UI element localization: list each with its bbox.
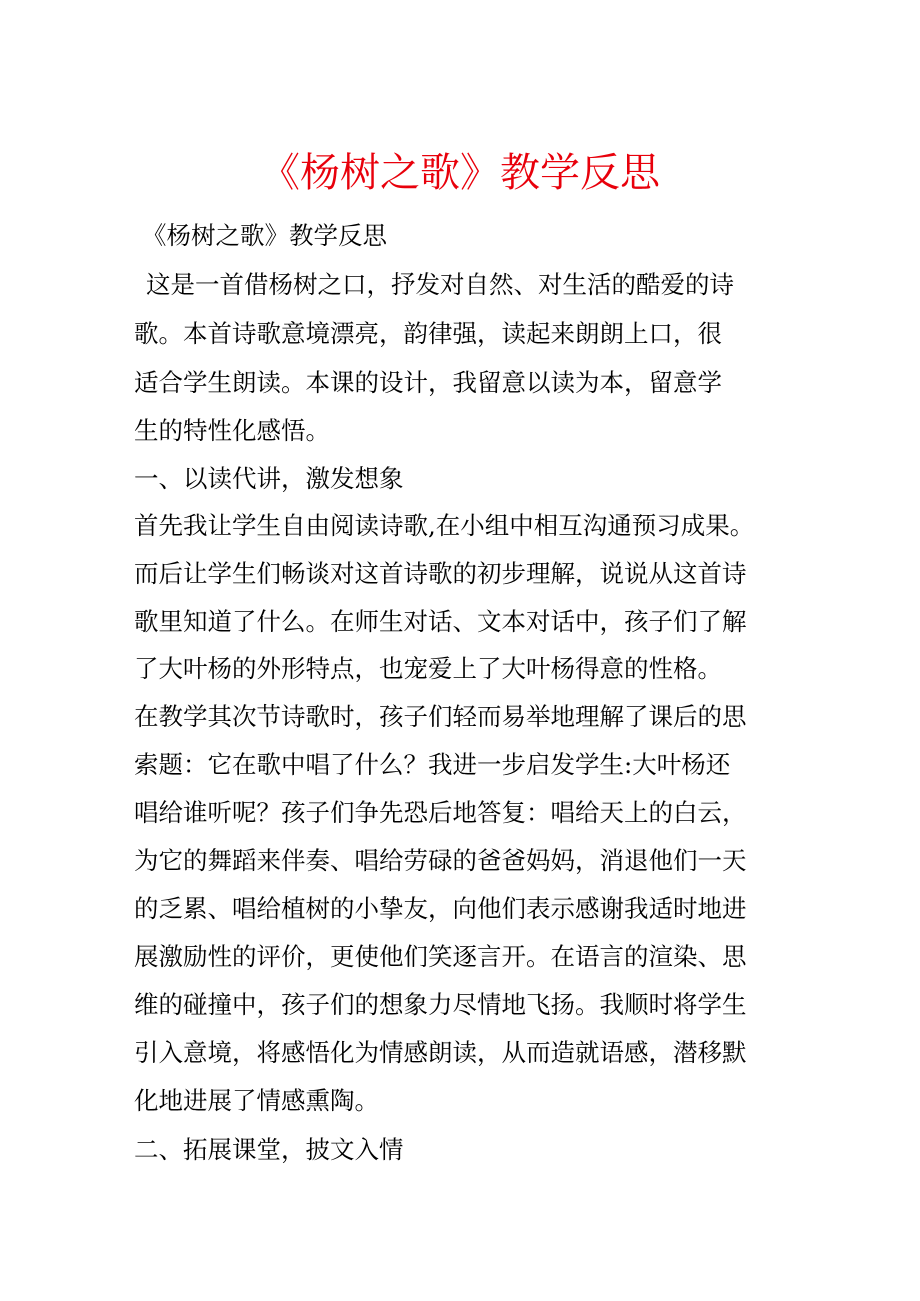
paragraph-line: 唱给谁听呢？孩子们争先恐后地答复：唱给天上的白云， xyxy=(134,798,747,827)
paragraph-line: 首先我让学生自由阅读诗歌,在小组中相互沟通预习成果。 xyxy=(134,511,755,540)
paragraph-line: 展激励性的评价，更使他们笑逐言开。在语言的渲染、思 xyxy=(134,942,747,971)
paragraph-line: 维的碰撞中，孩子们的想象力尽情地飞扬。我顺时将学生 xyxy=(134,990,747,1019)
paragraph-line: 的乏累、唱给植树的小挚友，向他们表示感谢我适时地进 xyxy=(134,894,747,923)
document-title: 《杨树之歌》教学反思 xyxy=(260,150,660,196)
paragraph-line: 了大叶杨的外形特点，也宠爱上了大叶杨得意的性格。 xyxy=(134,654,722,683)
section-heading: 二、拓展课堂，披文入情 xyxy=(134,1135,404,1164)
paragraph-line: 生的特性化感悟。 xyxy=(134,416,330,445)
section-heading: 一、以读代讲，激发想象 xyxy=(134,464,404,493)
paragraph-line: 而后让学生们畅谈对这首诗歌的初步理解，说说从这首诗 xyxy=(134,559,747,588)
paragraph-line: 歌里知道了什么。在师生对话、文本对话中，孩子们了解 xyxy=(134,607,747,636)
paragraph-line: 适合学生朗读。本课的设计，我留意以读为本，留意学 xyxy=(134,368,722,397)
subtitle-line: 《杨树之歌》教学反思 xyxy=(142,221,387,250)
paragraph-line: 引入意境，将感悟化为情感朗读，从而造就语感，潜移默 xyxy=(134,1038,747,1067)
paragraph-line: 歌。本首诗歌意境漂亮，韵律强，读起来朗朗上口，很 xyxy=(134,319,722,348)
paragraph-line: 索题：它在歌中唱了什么？我进一步启发学生:大叶杨还 xyxy=(134,750,731,779)
paragraph-line: 这是一首借杨树之口，抒发对自然、对生活的酷爱的诗 xyxy=(146,270,734,299)
paragraph-line: 化地进展了情感熏陶。 xyxy=(134,1086,379,1115)
paragraph-line: 为它的舞蹈来伴奏、唱给劳碌的爸爸妈妈，消退他们一天 xyxy=(134,846,747,875)
paragraph-line: 在教学其次节诗歌时，孩子们轻而易举地理解了课后的思 xyxy=(134,702,747,731)
